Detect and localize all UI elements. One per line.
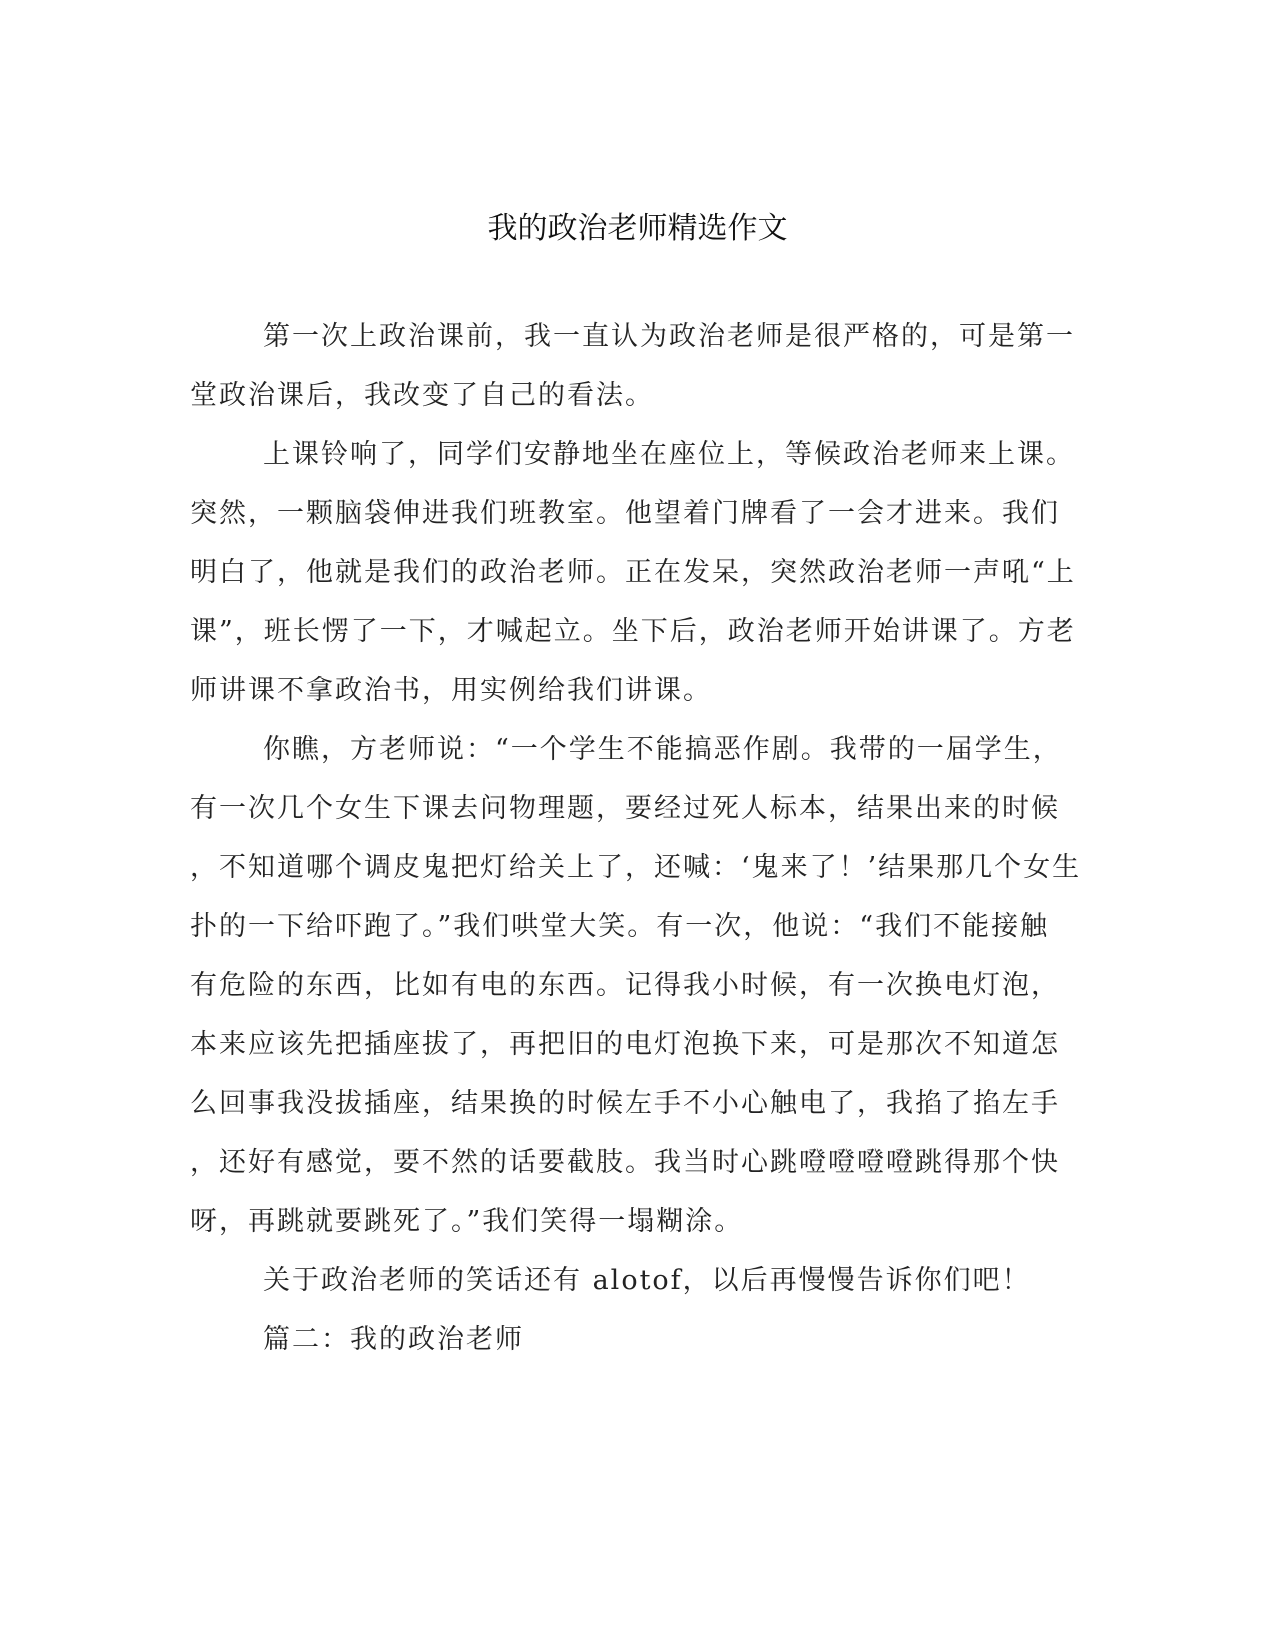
paragraph-2-line-4: 课”，班长愣了一下，才喊起立。坐下后，政治老师开始讲课了。方老 [190,616,1076,647]
paragraph-2-line-3: 明白了，他就是我们的政治老师。正在发呆，突然政治老师一声吼“上 [190,557,1076,588]
paragraph-3-line-8: ，还好有感觉，要不然的话要截肢。我当时心跳噔噔噔噔跳得那个快 [190,1147,1060,1178]
paragraph-3-line-5: 有危险的东西，比如有电的东西。记得我小时候，有一次换电灯泡， [190,970,1060,1001]
paragraph-4-line-1: 关于政治老师的笑话还有 alotof，以后再慢慢告诉你们吧！ [263,1265,1031,1296]
paragraph-2-line-2: 突然，一颗脑袋伸进我们班教室。他望着门牌看了一会才进来。我们 [190,498,1060,529]
paragraph-3-line-2: 有一次几个女生下课去问物理题，要经过死人标本，结果出来的时候 [190,793,1060,824]
paragraph-3-line-6: 本来应该先把插座拔了，再把旧的电灯泡换下来，可是那次不知道怎 [190,1029,1060,1060]
paragraph-3-line-3: ，不知道哪个调皮鬼把灯给关上了，还喊：‘鬼来了！’结果那几个女生 [190,852,1082,883]
document-title: 我的政治老师精选作文 [487,211,788,246]
section-heading-part-two: 篇二：我的政治老师 [263,1324,524,1355]
paragraph-1-line-1: 第一次上政治课前，我一直认为政治老师是很严格的，可是第一 [263,321,1075,352]
paragraph-3-line-9: 呀，再跳就要跳死了。”我们笑得一塌糊涂。 [190,1206,744,1237]
paragraph-2-line-1: 上课铃响了，同学们安静地坐在座位上，等候政治老师来上课。 [263,439,1075,470]
paragraph-3-line-1: 你瞧，方老师说：“一个学生不能搞恶作剧。我带的一届学生， [263,734,1062,765]
paragraph-1-line-2: 堂政治课后，我改变了自己的看法。 [190,380,654,411]
paragraph-3-line-7: 么回事我没拔插座，结果换的时候左手不小心触电了，我掐了掐左手 [190,1088,1060,1119]
paragraph-3-line-4: 扑的一下给吓跑了。”我们哄堂大笑。有一次，他说：“我们不能接触 [190,911,1050,942]
paragraph-2-line-5: 师讲课不拿政治书，用实例给我们讲课。 [190,675,712,706]
